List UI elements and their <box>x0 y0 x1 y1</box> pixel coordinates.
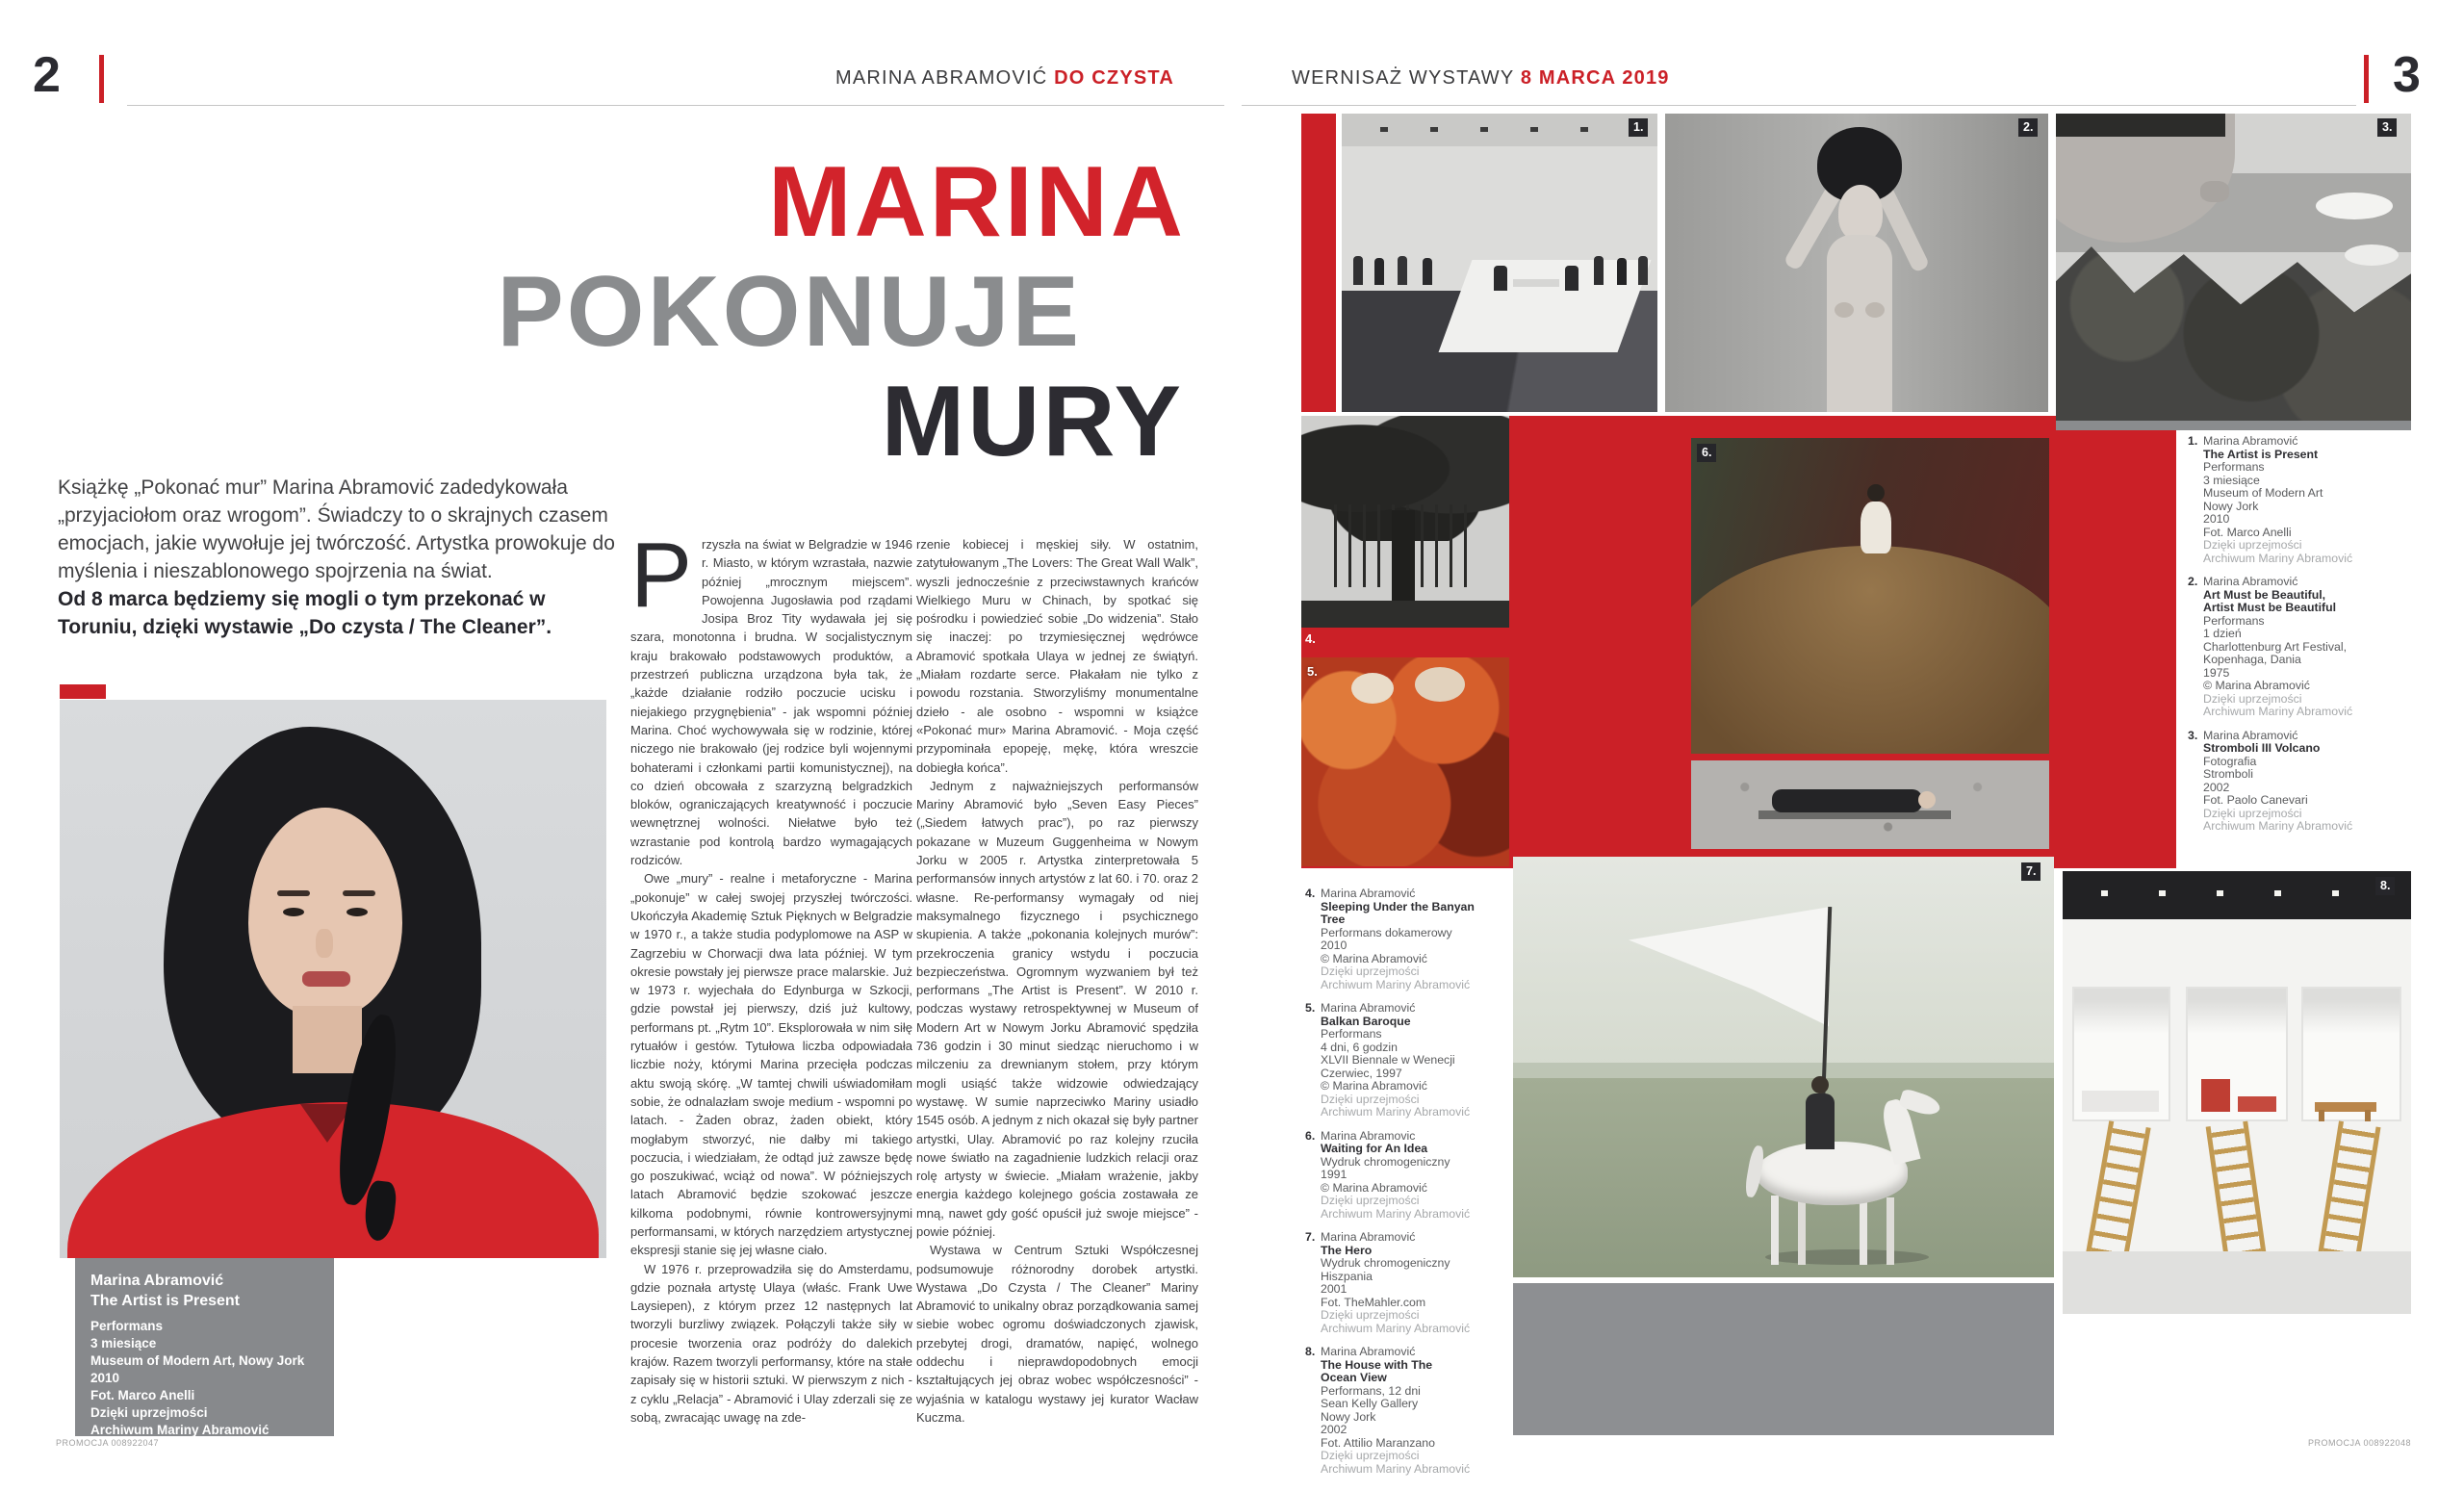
caption-number: 6. <box>1305 1128 1316 1143</box>
caption-number: 3. <box>2188 728 2198 742</box>
intro-paragraph <box>58 474 620 641</box>
caption-line: The Hero <box>1321 1243 1373 1257</box>
photo1-visitor <box>1374 258 1384 285</box>
photo-6-number-badge: 6. <box>1697 444 1716 462</box>
caption-line: Archiwum Mariny Abramović <box>1321 977 1471 991</box>
caption-line: 1991 <box>1321 1168 1348 1181</box>
caption-details <box>90 1318 319 1436</box>
photo1-visitor <box>1353 256 1363 285</box>
caption-line: Fot. TheMahler.com <box>1321 1295 1426 1309</box>
headline-line-1: MARINA <box>768 146 1186 258</box>
caption-line: Stromboli <box>2203 767 2253 781</box>
caption-line: Museum of Modern Art, Nowy Jork <box>90 1353 305 1368</box>
photo-2-art-must-be-beautiful <box>1665 114 2048 412</box>
photo8-floor <box>2063 1251 2411 1314</box>
collage-red-strip-top <box>1301 114 1336 412</box>
photo8-alcove-left <box>2072 987 2170 1121</box>
caption-artist: Marina Abramović <box>2203 434 2298 448</box>
caption-line: 3 miesiące <box>90 1336 157 1351</box>
caption-artist-line <box>2188 576 2415 589</box>
caption-line: Dzięki uprzejmości <box>1321 1194 1420 1207</box>
photo8-red-chair <box>2201 1079 2230 1112</box>
body-paragraph: W 1976 r. przeprowadziła się do Amsterdamu, gdzie poznała artystę Ulaya (właśc. Frank Uwe Laysiepen), z którym przez 12 następnych lat tworzyli burzliwy związek. Połączyli także siły w procesie tworzenia oraz podróży do dalekich krajów. Razem tworzyli performansy, które na stałe zapisały się w historii sztuki. W pierwszym z nich - z cyklu „Relacja” - Abramović i Ulay zderzali się ze sobą, zwracając uwagę na zde- <box>630 1261 912 1425</box>
portrait-caption-box <box>75 1257 334 1436</box>
body-paragraph: Owe „mury” - realne i metaforyczne - Marina „pokonuje” w całej swojej przyszłej twórczości. Ukończyła Akademię Sztuk Pięknych w Belgradzie w 1970 r., a także studia podyplomowe na ASP w Zagrzebiu w Chorwacji dwa lata później. W tym okresie powstały jej pierwsze prace malarskie. Już w 1973 r. wyjechała do Edynburga w Szkocji, gdzie powstał jej pierwszy, dziś już kultowy, performans pt. „Rytm 10”. Eksplorowała w nim siłę rytuałów i gestów. Tytułowa liczba odpowiadała liczbie noży, którymi Marina przecięła podczas aktu swoją skórę. „W tamtej chwili uświadomiłam sobie, że odnalazłam swoje medium - wspomni po latach. - Żaden obraz, żaden obiekt, który mogłabym stworzyć, nie dałby mi takiego poczucia, i wiedziałam, że odtąd już zawsze będę go poszukiwać, wciąż od nowa”. W późniejszych latach Abramović będzie szokować jeszcze kilkoma podobnymi, równie kontrowersyjnymi performansami, w których narzędziem artystycznej ekspresji stanie się jej własne ciało. <box>630 871 912 1258</box>
portrait-eye-left <box>283 908 304 916</box>
photo7-horse-body <box>1756 1142 1908 1205</box>
photo-5-balkan-baroque <box>1301 657 1509 866</box>
photo3-hair-edge <box>2056 114 2225 137</box>
caption-line: Dzięki uprzejmości <box>1321 1449 1420 1462</box>
caption-line: Dzięki uprzejmości <box>1321 1092 1420 1106</box>
caption-column-right <box>2188 435 2415 844</box>
caption-line: Nowy Jork <box>2203 499 2259 513</box>
caption-line: Archiwum Mariny Abramović <box>2203 819 2353 833</box>
gray-panel-below-photo-7 <box>1513 1283 2054 1435</box>
caption-line: 2010 <box>1321 939 1348 952</box>
caption-line: Charlottenburg Art Festival, <box>2203 639 2347 654</box>
photo7-horse-leg <box>1771 1196 1779 1265</box>
photo8-white-bed <box>2082 1091 2159 1112</box>
photo-5-number-label: 5. <box>1307 664 1318 679</box>
photo6-figure-head <box>1867 484 1885 502</box>
photo1-visitor <box>1617 258 1627 285</box>
kicker-left <box>835 67 1174 90</box>
kicker-left-plain: MARINA ABRAMOVIĆ <box>835 67 1055 89</box>
caption-line: Fot. Attilio Maranzano <box>1321 1435 1435 1450</box>
caption-column-bottom-left <box>1305 887 1502 1486</box>
caption-line: Dzięki uprzejmości <box>2203 691 2302 706</box>
caption-line: Performans dokamerowy <box>1321 925 1452 939</box>
portrait-brow-right <box>343 890 375 896</box>
photo1-ceiling-lights <box>1380 127 1621 132</box>
photo1-visitor <box>1638 256 1648 285</box>
caption-line: The Artist is Present <box>2203 447 2319 461</box>
caption-line: © Marina Abramović <box>1321 951 1427 965</box>
photo-4-number-label: 4. <box>1305 631 1316 646</box>
portrait-lips <box>302 971 350 987</box>
photo7-rider <box>1806 1093 1835 1149</box>
caption-line: Performans <box>2203 460 2265 474</box>
caption-line: 1975 <box>2203 665 2230 680</box>
photo1-visitor <box>1423 258 1432 285</box>
photo6b-figure <box>1772 789 1922 812</box>
photo7-rider-head <box>1811 1076 1829 1093</box>
intro-regular: Książkę „Pokonać mur” Marina Abramović zadedykowała „przyjaciołom oraz wrogom”. Świadczy to o skrajnych czasem emocjach, jakie wywołuje jej twórczość. Artystka prowokuje do myślenia i nieszablonowego spojrzenia na świat. <box>58 476 615 582</box>
caption-work-title: The Artist is Present <box>90 1293 241 1309</box>
caption-line: Archiwum Mariny Abramović <box>1321 1206 1471 1221</box>
caption-line: Czerwiec, 1997 <box>1321 1066 1402 1080</box>
caption-line: The House with The <box>1321 1357 1433 1372</box>
photo-2-number-badge: 2. <box>2018 118 2038 137</box>
photo-7-number-badge: 7. <box>2021 862 2040 881</box>
headline-line-3: MURY <box>881 366 1184 477</box>
caption-item-3 <box>2188 730 2415 834</box>
caption-line: Art Must be Beautiful, <box>2203 587 2326 602</box>
caption-line: Wydruk chromogeniczny <box>1321 1256 1450 1270</box>
kicker-left-accent: DO CZYSTA <box>1054 67 1174 89</box>
photo-6-waiting-for-an-idea <box>1691 438 2049 754</box>
photo-1-number-badge: 1. <box>1629 118 1648 137</box>
caption-line: Dzięki uprzejmości <box>90 1405 208 1420</box>
caption-artist: Marina Abramovic <box>1321 1128 1416 1143</box>
caption-line: 2002 <box>1321 1423 1348 1436</box>
portrait-nose <box>316 929 333 958</box>
caption-artist-line <box>1305 1130 1502 1144</box>
caption-line: 2010 <box>90 1371 120 1385</box>
photo8-red-bench <box>2238 1096 2276 1112</box>
page-number-accent-bar <box>99 55 104 103</box>
body-column-2 <box>916 535 1198 1467</box>
body-paragraph: Jednym z najważniejszych performansów Mariny Abramović było „Seven Easy Pieces” („Siedem łatwych prac”), po raz pierwszy pokazane w Muzeum Guggenheima w Nowym Jorku w 2005 r. Artystka zinterpretowała 5 performansów innych artystów z lat 60. i 70. oraz 2 własne. Re-performansy wymagały od niej maksymalnego fizycznego i psychicznego skupienia. A także „pokonania kolejnych murów”: przekroczenia granicy wstydu i poczucia bezpieczeństwa. Ogromnym wyzwaniem był też performans „The Artist is Present”. W 2010 r. podczas wystawy retrospektywnej w Museum of Modern Art w Nowym Jorku Abramović spędziła 736 godzin i 30 minut siedząc nieruchomo i w milczeniu za drewnianym stołem, przy którym mogli usiąść także widzowie odwiedzający wystawę. W sumie naprzeciwko Mariny usiadło 1545 osób. A jednym z nich okazał się były partner artystki, Ulay. Abramović po raz kolejny rzuciła nowe światło na zagadnienie ludzkich relacji oraz rolę artysty w świecie. „Miałam wrażenie, jakby energia każdego kolejnego gościa zostawała ze mną, nawet gdy gość opuścił już swoje miejsce” - powie później. <box>916 778 1198 1239</box>
portrait-eye-right <box>346 908 368 916</box>
caption-line: 3 miesiące <box>2203 473 2260 487</box>
body-paragraph: Wystawa w Centrum Sztuki Współczesnej podsumowuje różnorodny dorobek artystki. Wystawa „Do Czysta / The Cleaner” Mariny Abramović to unikalny obraz porządkowania samej siebie wobec ogromu doświadczonych zjawisk, przebytej drogi, dramatów, napięć, wolnego oddechu i nieprawdopodobnych emocji kształtujących jej obraz wobec współczesności” - wyjaśnia w katalogu wystawy jej kurator Wacław Kuczma. <box>916 1243 1198 1425</box>
caption-line: Fot. Paolo Canevari <box>2203 793 2308 807</box>
caption-line: © Marina Abramović <box>1321 1180 1427 1195</box>
caption-line: Performans <box>2203 613 2265 628</box>
caption-line: Dzięki uprzejmości <box>1321 1308 1420 1322</box>
photo2-head <box>1838 185 1883 241</box>
kicker-right-accent: 8 MARCA 2019 <box>1520 67 1670 89</box>
photo7-horse-leg <box>1886 1197 1894 1265</box>
intro-bold: Od 8 marca będziemy się mogli o tym przekonać w Toruniu, dzięki wystawie „Do czysta / The Cleaner”. <box>58 588 552 638</box>
caption-artist-line <box>1305 1231 1502 1245</box>
promo-code-right: PROMOCJA 008922048 <box>2307 1438 2411 1448</box>
caption-line: Waiting for An Idea <box>1321 1142 1428 1155</box>
caption-line: Balkan Baroque <box>1321 1014 1411 1028</box>
caption-line: Museum of Modern Art <box>2203 486 2323 500</box>
caption-line: Fot. Marco Anelli <box>2203 525 2292 539</box>
caption-artist: Marina Abramović <box>1321 887 1416 900</box>
photo-8-house-with-ocean-view <box>2063 871 2411 1314</box>
caption-line: XLVII Biennale w Wenecji <box>1321 1053 1455 1067</box>
caption-artist: Marina Abramović <box>90 1273 224 1289</box>
caption-line: Nowy Jork <box>1321 1409 1376 1424</box>
photo8-table-leg <box>2319 1110 2324 1121</box>
caption-line: Archiwum Mariny Abramović <box>90 1423 270 1436</box>
caption-line: Kopenhaga, Dania <box>2203 653 2301 666</box>
photo2-shading <box>1865 302 1885 318</box>
body-paragraph: Przyszła na świat w Belgradzie w 1946 r. Miasto, w którym wzrastała, nazwie później „mrocznym miejscem”. Powojenna Jugosławia pod rządami Josipa Broz Tity wydawała jej się szara, monotonna i brudna. W socjalistycznym kraju brakowało podstawowych produktów, a przestrzeń publiczna urządzona była tak, że „każde działanie rodziło poczucie ucisku i niejakiego przygnębienia” - jak wspomni później Marina. Choć wychowywała się w rodzinie, której niczego nie brakowało (jej rodzice byli wojennymi bohaterami i członkami partii komunistycznej), na co dzień obcowała z szarzyzną belgradzkich bloków, ograniczających kreatywność i poczucie wewnętrznej wolności. Niełatwe było też wzrastanie pod kontrolą bardzo wymagających rodziców. <box>630 535 912 868</box>
caption-number: 7. <box>1305 1230 1316 1244</box>
photo7-shadow <box>1765 1249 1929 1265</box>
caption-artist-line <box>1305 1346 1502 1359</box>
photo1-table <box>1513 279 1559 287</box>
caption-line: Dzięki uprzejmości <box>2203 538 2302 552</box>
caption-artist: Marina Abramović <box>1321 1230 1416 1244</box>
caption-artist: Marina Abramović <box>2203 728 2298 742</box>
portrait-photo-marina <box>60 700 606 1258</box>
caption-line: Artist Must be Beautiful <box>2203 601 2337 614</box>
photo7-horse-leg <box>1798 1197 1806 1265</box>
caption-line: Archiwum Mariny Abramović <box>1321 1321 1471 1335</box>
photo6-mound <box>1691 546 2049 754</box>
photo1-visitor <box>1398 256 1407 285</box>
photo7-horse-leg <box>1860 1196 1867 1265</box>
page-number-left: 2 <box>33 47 61 103</box>
portrait-neck <box>293 1006 362 1073</box>
caption-item-4 <box>1305 887 1502 991</box>
photo-3-number-badge: 3. <box>2377 118 2397 137</box>
photo4-ground <box>1301 601 1509 628</box>
photo3-foam <box>2345 244 2399 266</box>
photo1-visitor <box>1594 256 1604 285</box>
caption-number: 2. <box>2188 575 2198 588</box>
photo5-light-figure <box>1351 673 1394 704</box>
caption-number: 1. <box>2188 434 2198 448</box>
caption-line: 1 dzień <box>2203 627 2242 640</box>
caption-line: Stromboli III Volcano <box>2203 741 2321 755</box>
headline-line-2: POKONUJE <box>497 256 1082 368</box>
photo8-spotlights <box>2101 890 2371 896</box>
photo1-seated-figure <box>1494 266 1507 291</box>
caption-artist: Marina Abramović <box>2203 575 2298 588</box>
photo3-nose <box>2200 181 2229 202</box>
caption-line: Archiwum Mariny Abramović <box>2203 705 2353 718</box>
caption-line: Sleeping Under the Banyan Tree <box>1321 899 1475 926</box>
caption-line: Performans, 12 dni <box>1321 1383 1421 1398</box>
caption-line: Dzięki uprzejmości <box>1321 965 1420 978</box>
caption-artist-line <box>2188 730 2415 743</box>
photo-4-banyan-tree <box>1301 416 1509 628</box>
caption-artist-line <box>1305 887 1502 901</box>
caption-line: Wydruk chromogeniczny <box>1321 1154 1450 1169</box>
kicker-right <box>1292 67 1670 90</box>
caption-number: 8. <box>1305 1345 1316 1358</box>
photo-3-gray-bar <box>2056 421 2411 430</box>
caption-line: 2010 <box>2203 512 2230 526</box>
page-number-right: 3 <box>2393 47 2421 103</box>
caption-line: Performans <box>1321 1027 1382 1041</box>
promo-code-left: PROMOCJA 008922047 <box>56 1438 160 1448</box>
caption-artist: Marina Abramović <box>1321 1345 1416 1358</box>
caption-line: © Marina Abramović <box>1321 1079 1427 1093</box>
portrait-brow-left <box>277 890 310 896</box>
caption-line: Performans <box>90 1319 164 1333</box>
caption-line: 2002 <box>2203 780 2230 794</box>
photo-7-the-hero <box>1513 857 2054 1277</box>
photo-1-artist-is-present <box>1342 114 1657 412</box>
kicker-right-plain: WERNISAŻ WYSTAWY <box>1292 67 1521 89</box>
photo8-alcove-right <box>2301 987 2401 1121</box>
caption-line: Archiwum Mariny Abramović <box>1321 1105 1471 1119</box>
caption-artist-line <box>1305 1002 1502 1016</box>
caption-line: Fot. Marco Anelli <box>90 1388 195 1402</box>
photo6-seated-figure <box>1861 502 1891 553</box>
caption-item-6 <box>1305 1130 1502 1222</box>
photo-accent-tick <box>60 684 106 699</box>
caption-artist-line <box>2188 435 2415 449</box>
caption-line: Archiwum Mariny Abramović <box>1321 1461 1471 1476</box>
caption-item-8 <box>1305 1346 1502 1476</box>
photo3-foam <box>2316 193 2393 219</box>
photo4-trunk <box>1392 510 1415 603</box>
photo8-alcove-middle <box>2186 987 2288 1121</box>
photo6b-head <box>1918 791 1936 809</box>
caption-artist: Marina Abramović <box>1321 1001 1416 1015</box>
caption-item-2 <box>2188 576 2415 719</box>
caption-item-1 <box>2188 435 2415 565</box>
header-rule-left <box>127 105 1224 106</box>
photo-6b-lying-figure <box>1691 760 2049 849</box>
caption-item-5 <box>1305 1002 1502 1119</box>
caption-line: 2001 <box>1321 1282 1348 1296</box>
body-paragraph: rzenie kobiecej i męskiej siły. W ostatnim, zatytułowanym „The Lovers: The Great Wall Walk”, wyszli jednocześnie z przeciwstawnych krańców Wielkiego Muru w Chinach, by spotkać się pośrodku i powiedzieć sobie „Do widzenia”. Stało się inaczej: po trzymiesięcznej wędrówce Abramović spotkała Ulaya w jednej ze świątyń. „Miałam rozdarte serce. Płakałam nie tylko z powodu rozstania. Stworzyliśmy monumentalne dzieło - ale osobno - wspomni w książce «Pokonać mur» Marina Abramović. - Moja część przypominała epopeję, mękę, która wreszcie dobiegła końca”. <box>916 537 1198 775</box>
caption-line: Dzięki uprzejmości <box>2203 806 2302 820</box>
caption-line: 4 dni, 6 godzin <box>1321 1040 1398 1054</box>
photo-3-stromboli <box>2056 114 2411 421</box>
caption-line: Hiszpania <box>1321 1269 1373 1283</box>
caption-line: Ocean View <box>1321 1371 1387 1384</box>
caption-line: Sean Kelly Gallery <box>1321 1397 1419 1410</box>
caption-item-7 <box>1305 1231 1502 1335</box>
photo2-shading <box>1835 302 1854 318</box>
caption-number: 4. <box>1305 887 1316 900</box>
photo8-table-leg <box>2365 1110 2371 1121</box>
photo1-seated-figure <box>1565 266 1578 291</box>
caption-line: Fotografia <box>2203 754 2257 768</box>
body-column-1 <box>630 535 912 1467</box>
caption-line: Archiwum Mariny Abramović <box>2203 551 2353 565</box>
caption-number: 5. <box>1305 1001 1316 1015</box>
photo-8-number-badge: 8. <box>2375 877 2395 895</box>
photo2-torso <box>1827 235 1892 412</box>
page-number-accent-bar-right <box>2364 55 2369 103</box>
caption-line: © Marina Abramović <box>2203 679 2310 692</box>
header-rule-right <box>1242 105 2356 106</box>
photo5-light-figure <box>1415 667 1465 702</box>
